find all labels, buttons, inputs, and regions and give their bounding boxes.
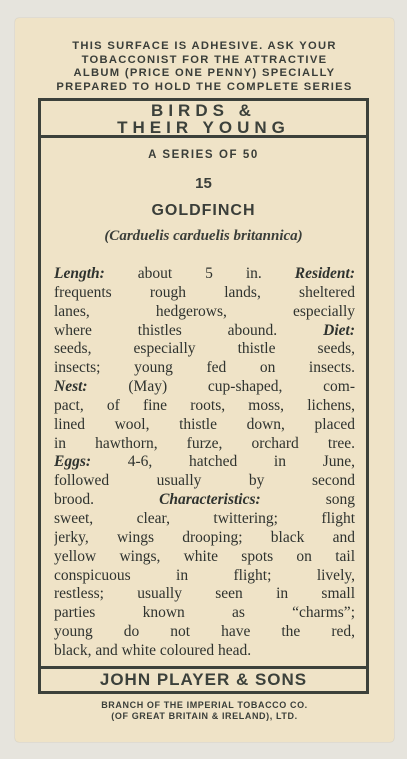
- card-body: [38, 138, 369, 666]
- nest-label: Nest:: [54, 378, 88, 396]
- description-line: frequents rough lands, sheltered: [54, 283, 355, 301]
- diet-label: Diet:: [323, 321, 355, 339]
- description-text: brood.: [54, 491, 95, 509]
- notice-line: PREPARED TO HOLD THE COMPLETE SERIES: [56, 80, 353, 93]
- company-footer: [15, 700, 394, 722]
- description-line: in hawthorn, furze, orchard tree.: [54, 434, 355, 452]
- description-line: [54, 265, 355, 284]
- manufacturer-name: JOHN PLAYER & SONS: [38, 666, 369, 694]
- description-line: jerky, wings drooping; black and: [54, 528, 355, 546]
- description-line: [54, 378, 355, 397]
- description-text: 4-6, hatched in June,: [127, 453, 355, 471]
- description-line: parties known as “charms”;: [54, 604, 355, 622]
- description-line: yellow wings, white spots on tail: [54, 547, 355, 565]
- description-line: insects; young fed on insects.: [54, 359, 355, 377]
- description-line: [54, 322, 355, 341]
- description-text: song: [325, 491, 355, 509]
- description-line: followed usually by second: [54, 472, 355, 490]
- description-line: young do not have the red,: [54, 623, 355, 641]
- notice-line: ALBUM (PRICE ONE PENNY) SPECIALLY: [73, 67, 336, 80]
- length-value: about 5 in.: [137, 265, 262, 282]
- description-text: where thistles abound.: [54, 321, 278, 339]
- description-line: lanes, hedgerows, especially: [54, 302, 355, 320]
- description-text: (May) cup-shaped, com-: [128, 378, 355, 396]
- description-line: seeds, especially thistle seeds,: [54, 340, 355, 358]
- description-line: black, and white coloured head.: [54, 641, 252, 659]
- series-count: A SERIES OF 50: [148, 149, 259, 161]
- eggs-label: Eggs:: [54, 453, 92, 471]
- description-line: pact, of fine roots, moss, lichens,: [54, 396, 355, 414]
- cigarette-card: [15, 18, 394, 742]
- description-line: conspicuous in flight; lively,: [54, 566, 355, 584]
- description-line: lined wool, thistle down, placed: [54, 415, 355, 433]
- footer-line1: BRANCH OF THE IMPERIAL TOBACCO CO.: [101, 700, 308, 710]
- series-title-line2: THEIR YOUNG: [117, 118, 290, 137]
- footer-line2: (OF GREAT BRITAIN & IRELAND), LTD.: [111, 711, 298, 721]
- bird-name: GOLDFINCH: [151, 202, 256, 219]
- series-title-line1: BIRDS &: [151, 101, 256, 120]
- adhesive-notice: [15, 40, 394, 94]
- length-label: Length:: [54, 265, 105, 282]
- series-title-box: [38, 98, 369, 138]
- notice-line: THIS SURFACE IS ADHESIVE. ASK YOUR: [72, 40, 337, 52]
- description-line: sweet, clear, twittering; flight: [54, 509, 355, 527]
- description-line: [54, 453, 355, 472]
- notice-line: TOBACCONIST FOR THE ATTRACTIVE: [81, 53, 328, 66]
- bird-description: [54, 265, 355, 661]
- latin-name: (Carduelis carduelis britannica): [104, 228, 303, 244]
- description-line: [54, 491, 355, 510]
- description-line: restless; usually seen in small: [54, 585, 355, 603]
- card-number: 15: [195, 175, 212, 192]
- characteristics-label: Characteristics:: [159, 491, 261, 509]
- resident-label: Resident:: [294, 265, 355, 282]
